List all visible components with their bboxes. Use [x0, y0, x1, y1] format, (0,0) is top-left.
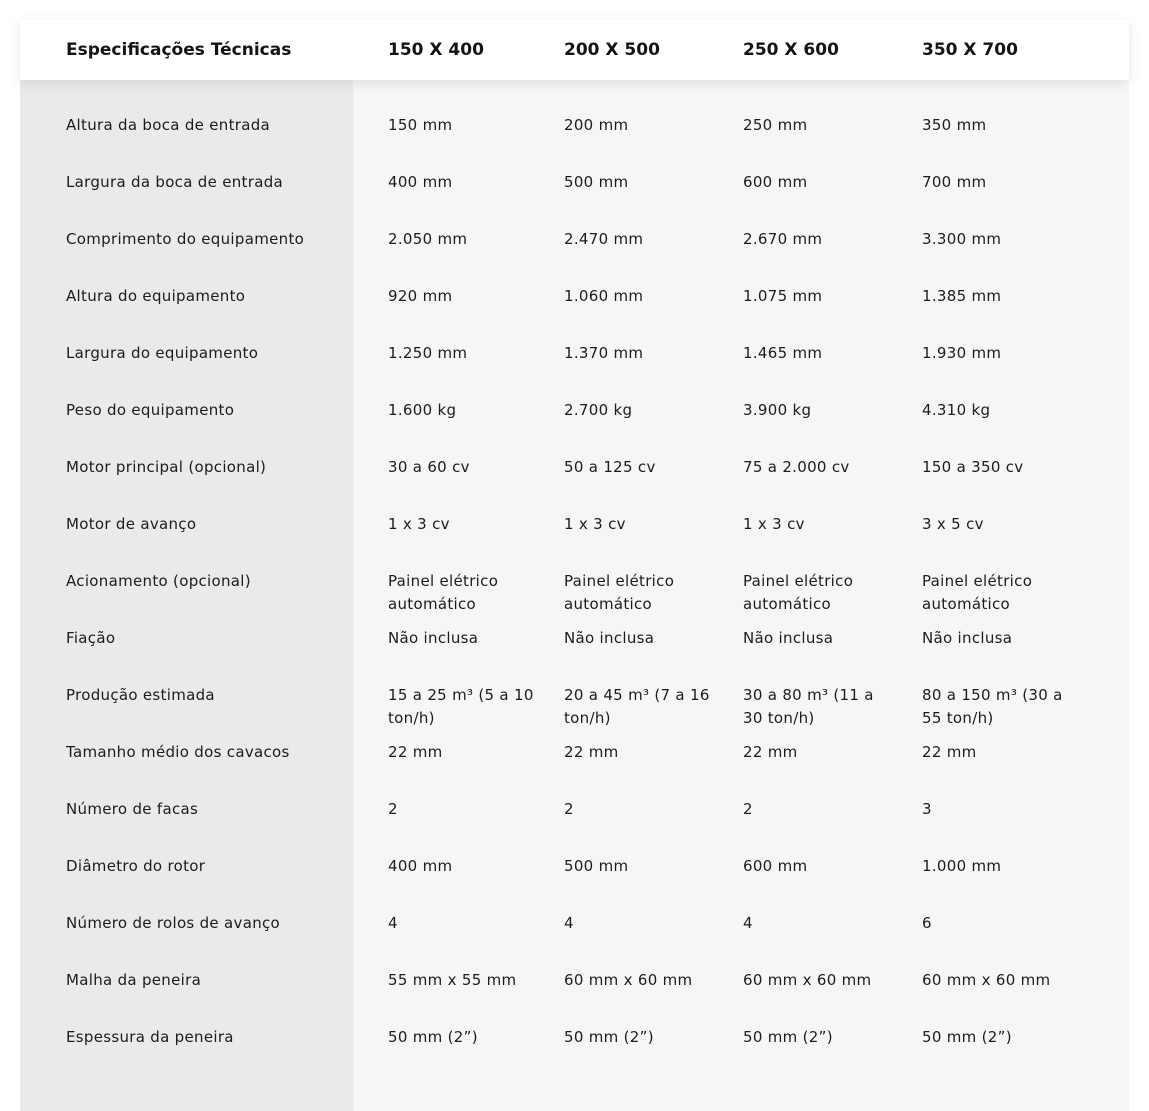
spec-table	[20, 20, 1129, 1111]
row-value: 4	[743, 914, 753, 932]
row-value: 22 mm	[743, 743, 798, 761]
row-label: Peso do equipamento	[66, 401, 235, 419]
row-value: 20 a 45 m³ (7 a 16 ton/h)	[564, 686, 710, 727]
row-value: 1.370 mm	[564, 344, 644, 362]
row-label: Número de rolos de avanço	[66, 914, 281, 932]
row-label: Largura do equipamento	[66, 344, 259, 362]
row-value: Painel elétrico automático	[564, 572, 675, 613]
row-value: 60 mm x 60 mm	[743, 971, 872, 989]
row-label: Motor principal (opcional)	[66, 458, 267, 476]
table-row	[20, 194, 1129, 251]
row-value: 50 a 125 cv	[564, 458, 656, 476]
row-value: 22 mm	[388, 743, 443, 761]
row-value: 1 x 3 cv	[564, 515, 626, 533]
row-value: 150 mm	[388, 116, 453, 134]
row-label: Tamanho médio dos cavacos	[66, 743, 290, 761]
row-value: 400 mm	[388, 857, 453, 875]
row-value: 2.050 mm	[388, 230, 468, 248]
row-value: 2	[743, 800, 753, 818]
row-value: Não inclusa	[388, 629, 479, 647]
table-row	[20, 251, 1129, 308]
table-body	[20, 80, 1129, 1049]
row-value: 4.310 kg	[922, 401, 991, 419]
row-value: 80 a 150 m³ (30 a 55 ton/h)	[922, 686, 1063, 727]
row-value: 2.670 mm	[743, 230, 823, 248]
row-label: Largura da boca de entrada	[66, 173, 284, 191]
table-row	[20, 992, 1129, 1049]
table-row	[20, 764, 1129, 821]
header-cell-model-150x400: 150 X 400	[388, 40, 484, 60]
row-value: Painel elétrico automático	[922, 572, 1033, 613]
row-label: Acionamento (opcional)	[66, 572, 251, 590]
row-label: Altura do equipamento	[66, 287, 246, 305]
table-row	[20, 308, 1129, 365]
row-value: 15 a 25 m³ (5 a 10 ton/h)	[388, 686, 534, 727]
row-value: 2	[388, 800, 398, 818]
row-value: 3.900 kg	[743, 401, 812, 419]
row-value: 22 mm	[922, 743, 977, 761]
row-value: 3.300 mm	[922, 230, 1002, 248]
table-row	[20, 707, 1129, 764]
row-label: Número de facas	[66, 800, 199, 818]
row-value: 200 mm	[564, 116, 629, 134]
row-value: 3	[922, 800, 932, 818]
row-value: 4	[388, 914, 398, 932]
row-value: Painel elétrico automático	[743, 572, 854, 613]
row-value: 3 x 5 cv	[922, 515, 984, 533]
row-label: Altura da boca de entrada	[66, 116, 271, 134]
header-cell-model-350x700: 350 X 700	[922, 40, 1018, 60]
table-row	[20, 650, 1129, 727]
row-value: 1.060 mm	[564, 287, 644, 305]
row-value: 1.930 mm	[922, 344, 1002, 362]
row-value: 75 a 2.000 cv	[743, 458, 850, 476]
header-cell-model-200x500: 200 X 500	[564, 40, 660, 60]
row-value: 350 mm	[922, 116, 987, 134]
header-cell-model-250x600: 250 X 600	[743, 40, 839, 60]
row-value: 1.385 mm	[922, 287, 1002, 305]
row-value: 600 mm	[743, 857, 808, 875]
row-label: Espessura da peneira	[66, 1028, 234, 1046]
row-label: Diâmetro do rotor	[66, 857, 206, 875]
header-cell-title: Especificações Técnicas	[66, 40, 292, 60]
table-row	[20, 593, 1129, 650]
table-header	[20, 20, 1129, 80]
table-row	[20, 935, 1129, 992]
row-value: 30 a 60 cv	[388, 458, 470, 476]
row-value: 250 mm	[743, 116, 808, 134]
table-row	[20, 536, 1129, 613]
row-value: Não inclusa	[564, 629, 655, 647]
row-value: 50 mm (2”)	[743, 1028, 833, 1046]
row-value: 1.600 kg	[388, 401, 457, 419]
row-value: Não inclusa	[922, 629, 1013, 647]
row-value: 1.250 mm	[388, 344, 468, 362]
row-value: 50 mm (2”)	[564, 1028, 654, 1046]
row-value: 500 mm	[564, 857, 629, 875]
table-row	[20, 878, 1129, 935]
row-value: 4	[564, 914, 574, 932]
row-value: 2.700 kg	[564, 401, 633, 419]
row-label: Motor de avanço	[66, 515, 197, 533]
table-row	[20, 479, 1129, 536]
row-value: 600 mm	[743, 173, 808, 191]
row-value: 22 mm	[564, 743, 619, 761]
row-label: Fiação	[66, 629, 116, 647]
row-value: 55 mm x 55 mm	[388, 971, 517, 989]
row-label: Malha da peneira	[66, 971, 202, 989]
row-value: 6	[922, 914, 932, 932]
table-row	[20, 80, 1129, 137]
row-value: 1 x 3 cv	[388, 515, 450, 533]
row-value: 1.000 mm	[922, 857, 1002, 875]
row-value: 60 mm x 60 mm	[564, 971, 693, 989]
row-label: Comprimento do equipamento	[66, 230, 305, 248]
row-value: 700 mm	[922, 173, 987, 191]
row-value: 1.075 mm	[743, 287, 823, 305]
row-value: 30 a 80 m³ (11 a 30 ton/h)	[743, 686, 874, 727]
table-row	[20, 821, 1129, 878]
row-value: 60 mm x 60 mm	[922, 971, 1051, 989]
table-row	[20, 422, 1129, 479]
row-label: Produção estimada	[66, 686, 215, 704]
table-row	[20, 137, 1129, 194]
row-value: 150 a 350 cv	[922, 458, 1024, 476]
row-value: 50 mm (2”)	[922, 1028, 1012, 1046]
row-value: 400 mm	[388, 173, 453, 191]
row-value: 500 mm	[564, 173, 629, 191]
row-value: 1 x 3 cv	[743, 515, 805, 533]
row-value: 50 mm (2”)	[388, 1028, 478, 1046]
row-value: 920 mm	[388, 287, 453, 305]
row-value: Painel elétrico automático	[388, 572, 499, 613]
table-row	[20, 365, 1129, 422]
row-value: 2	[564, 800, 574, 818]
row-value: 2.470 mm	[564, 230, 644, 248]
row-value: 1.465 mm	[743, 344, 823, 362]
row-value: Não inclusa	[743, 629, 834, 647]
